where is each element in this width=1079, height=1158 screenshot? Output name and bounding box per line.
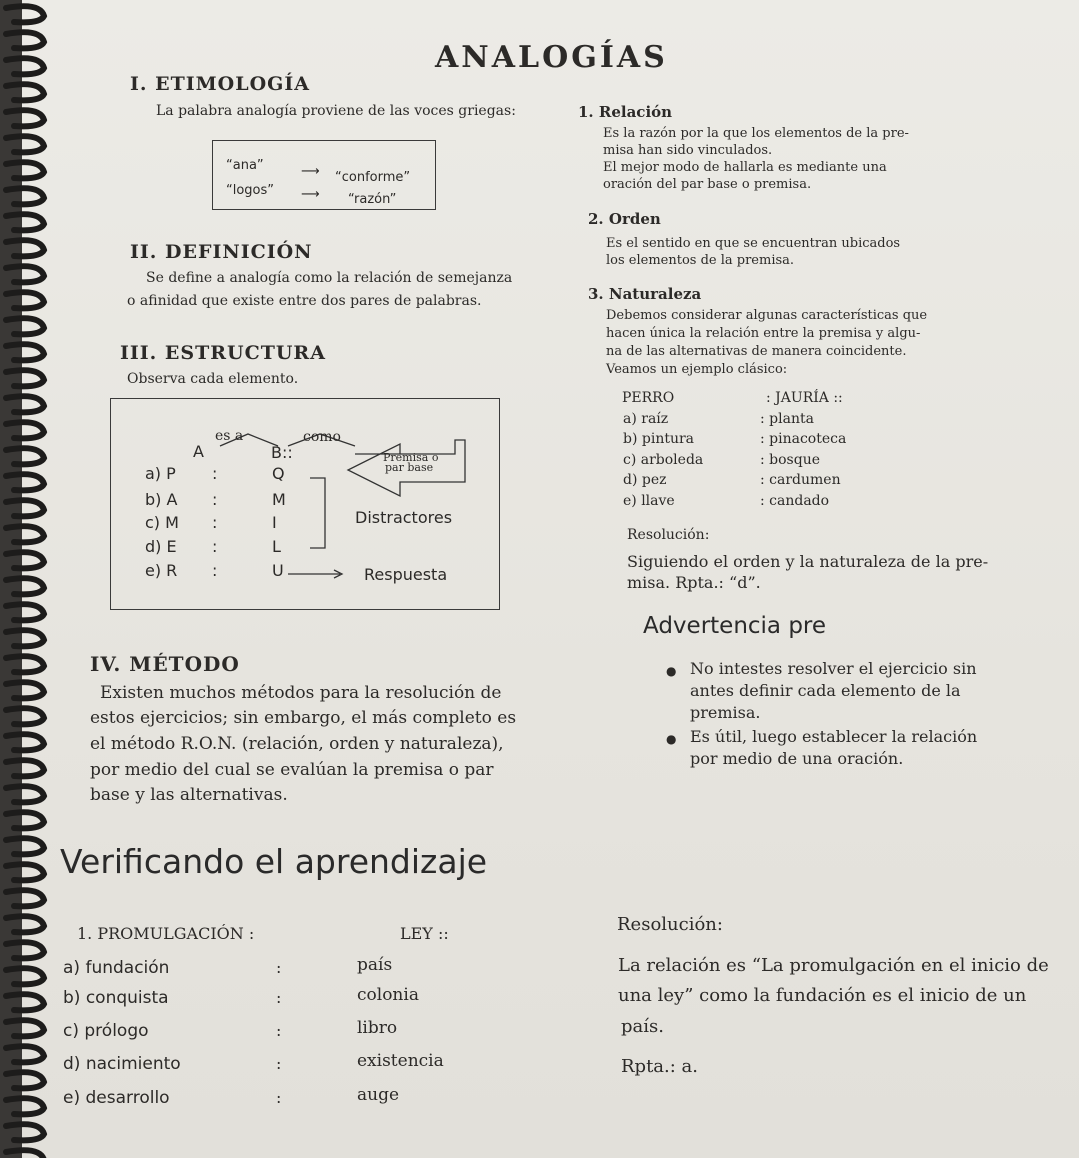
ejercicio1-resolucion-line: La relación es “La promulgación en el inicio de (618, 955, 1049, 976)
advertencia-b2-line-1: Es útil, luego establecer la relación (690, 727, 978, 746)
example-row-left: e) llave (623, 493, 675, 509)
ejercicio1-option-right: libro (357, 1018, 398, 1038)
ejercicio1-option-right: existencia (357, 1051, 444, 1071)
ejercicio1-rpta: Rpta.: a. (621, 1056, 699, 1077)
advertencia-b1-line-2: antes definir cada elemento de la (690, 681, 961, 700)
ejercicio1-premise-left: 1. PROMULGACIÓN : (77, 924, 255, 943)
diagram-respuesta: Respuesta (364, 565, 448, 584)
ejercicio1-resolucion-line: país. (621, 1016, 664, 1037)
diagram-como: como (303, 429, 341, 445)
diagram-label-b: B:: (271, 443, 293, 462)
naturaleza-line: Debemos considerar algunas características que (606, 308, 928, 323)
metodo-line: el método R.O.N. (relación, orden y naturaleza), (90, 734, 504, 754)
ejercicio1-option-sep: : (276, 958, 282, 977)
example-head-left: PERRO (622, 390, 675, 406)
estructura-row-left: a) P (145, 464, 176, 483)
ejercicio1-option-right: auge (357, 1085, 400, 1105)
naturaleza-line: na de las alternativas de manera coincidente. (606, 344, 907, 359)
advertencia-b2-line-2: por medio de una oración. (690, 749, 904, 768)
estructura-row-right: Q (272, 464, 285, 483)
diagram-label-a: A (193, 442, 204, 461)
diagram-par-base-label: par base (385, 461, 434, 474)
bullet-icon: ● (666, 732, 677, 746)
etimologia-meaning-conforme: “conforme” (335, 170, 411, 185)
subheading-orden: 2. Orden (588, 210, 661, 228)
example-row-left: b) pintura (623, 431, 695, 447)
ejercicio1-premise-right: LEY :: (400, 924, 449, 943)
estructura-row-sep: : (212, 537, 218, 556)
relacion-line: misa han sido vinculados. (603, 143, 773, 158)
diagram-premisa-label: Premisa o (383, 451, 439, 464)
metodo-line: base y las alternativas. (90, 785, 288, 805)
metodo-line: estos ejercicios; sin embargo, el más completo es (90, 708, 517, 728)
subheading-relacion: 1. Relación (578, 103, 673, 121)
metodo-line: Existen muchos métodos para la resolución de (100, 683, 502, 703)
naturaleza-line: hacen única la relación entre la premisa y algu- (606, 326, 921, 341)
example-resolucion-line-2: misa. Rpta.: “d”. (627, 573, 761, 592)
subheading-naturaleza: 3. Naturaleza (588, 285, 702, 303)
estructura-row-sep: : (212, 513, 218, 532)
estructura-row-left: c) M (145, 513, 179, 532)
ejercicio1-option-right: país (357, 955, 393, 975)
ejercicio1-resolucion-label: Resolución: (617, 914, 723, 935)
spiral-binding (0, 0, 70, 1158)
arrow-icon: ⟶ (301, 164, 320, 179)
ejercicio1-option-left: c) prólogo (63, 1021, 149, 1041)
estructura-row-right: L (272, 537, 281, 556)
etimologia-intro: La palabra analogía proviene de las voces griegas: (156, 103, 516, 119)
example-row-right: : planta (760, 411, 814, 427)
example-row-right: : pinacoteca (760, 431, 847, 447)
ejercicio1-option-left: d) nacimiento (63, 1054, 181, 1074)
etimologia-word-ana: “ana” (226, 158, 264, 173)
naturaleza-line: Veamos un ejemplo clásico: (606, 362, 788, 377)
estructura-row-right: M (272, 490, 286, 509)
estructura-row-right: I (272, 513, 277, 532)
example-row-right: : candado (760, 493, 830, 509)
relacion-line: El mejor modo de hallarla es mediante una (603, 160, 887, 175)
estructura-observa: Observa cada elemento. (127, 371, 299, 387)
example-row-left: d) pez (623, 472, 667, 488)
example-row-right: : bosque (760, 452, 821, 468)
estructura-row-sep: : (212, 561, 218, 580)
example-resolucion-line-1: Siguiendo el orden y la naturaleza de la pre- (627, 552, 989, 571)
section-heading-definicion: II. DEFINICIÓN (130, 241, 313, 263)
section-heading-metodo: IV. MÉTODO (90, 652, 240, 676)
estructura-row-sep: : (212, 464, 218, 483)
diagram-es-a: es a (215, 428, 244, 444)
diagram-distractores: Distractores (355, 508, 453, 527)
ejercicio1-option-sep: : (276, 1088, 282, 1107)
example-resolucion-label: Resolución: (627, 527, 710, 543)
definicion-line-1: Se define a analogía como la relación de semejanza (146, 270, 513, 286)
ejercicio1-option-sep: : (276, 988, 282, 1007)
ejercicio1-option-right: colonia (357, 985, 419, 1005)
estructura-row-left: d) E (145, 537, 177, 556)
bullet-icon: ● (666, 664, 677, 678)
definicion-line-2: o afinidad que existe entre dos pares de palabras. (127, 293, 482, 309)
orden-line: los elementos de la premisa. (606, 253, 795, 268)
example-head-right: : JAURÍA :: (766, 390, 843, 406)
section-heading-etimologia: I. ETIMOLOGÍA (130, 73, 310, 95)
ejercicio1-resolucion-line: una ley” como la fundación es el inicio de un (618, 985, 1027, 1006)
example-row-left: c) arboleda (623, 452, 704, 468)
estructura-row-left: e) R (145, 561, 178, 580)
estructura-row-right: U (272, 561, 284, 580)
arrow-icon: ⟶ (301, 187, 320, 202)
etimologia-word-logos: “logos” (226, 183, 275, 198)
etimologia-meaning-razon: “razón” (348, 192, 397, 207)
ejercicio1-option-sep: : (276, 1021, 282, 1040)
advertencia-b1-line-3: premisa. (690, 703, 761, 722)
ejercicio1-option-left: b) conquista (63, 988, 169, 1008)
verificando-heading: Verificando el aprendizaje (60, 842, 488, 881)
section-heading-estructura: III. ESTRUCTURA (120, 342, 326, 364)
relacion-line: oración del par base o premisa. (603, 177, 812, 192)
ejercicio1-option-left: a) fundación (63, 958, 170, 978)
page-title: ANALOGÍAS (435, 40, 668, 75)
ejercicio1-option-sep: : (276, 1054, 282, 1073)
orden-line: Es el sentido en que se encuentran ubicados (606, 236, 901, 251)
advertencia-heading: Advertencia pre (643, 613, 827, 639)
ejercicio1-option-left: e) desarrollo (63, 1088, 170, 1108)
advertencia-b1-line-1: No intestes resolver el ejercicio sin (690, 659, 977, 678)
relacion-line: Es la razón por la que los elementos de la pre- (603, 126, 909, 141)
example-row-left: a) raíz (623, 411, 669, 427)
estructura-row-left: b) A (145, 490, 178, 509)
example-row-right: : cardumen (760, 472, 841, 488)
estructura-row-sep: : (212, 490, 218, 509)
metodo-line: por medio del cual se evalúan la premisa o par (90, 760, 494, 780)
